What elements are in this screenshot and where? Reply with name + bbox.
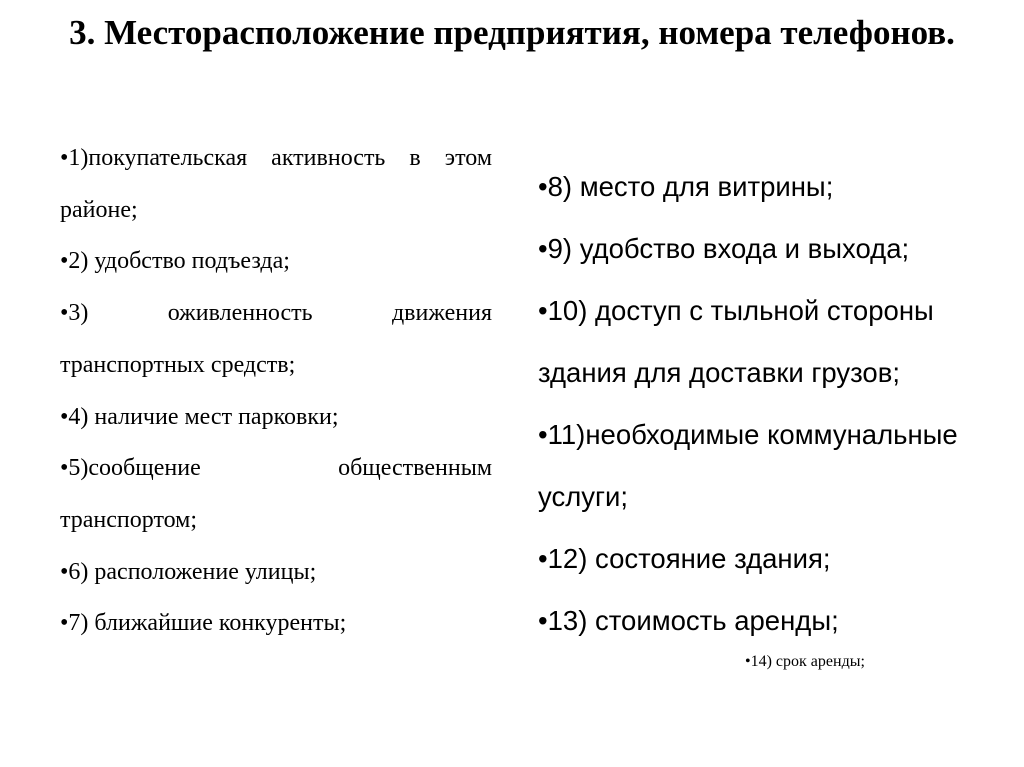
list-item: •5)сообщение общественным транспортом;: [60, 455, 492, 533]
list-item: •1)покупательская активность в этом районе;: [60, 145, 492, 223]
slide-title: 3. Месторасположение предприятия, номера телефонов.: [69, 13, 955, 52]
list-item: •7) ближайшие конкуренты;: [60, 610, 347, 637]
list-item: •8) место для витрины;: [538, 171, 834, 202]
list-item: •9) удобство входа и выхода;: [538, 233, 910, 264]
list-item: •12) состояние здания;: [538, 543, 831, 574]
footnote-item: •14) срок аренды;: [745, 653, 865, 670]
list-item: •11)необходимые коммунальные услуги;: [538, 419, 958, 512]
list-item: •10) доступ с тыльной стороны здания для доставки грузов;: [538, 295, 934, 388]
list-item: •3) оживленность движения транспортных средств;: [60, 300, 492, 378]
right-criteria-list: [538, 156, 1008, 652]
list-item: •13) стоимость аренды;: [538, 605, 839, 636]
left-criteria-list: [60, 133, 492, 650]
list-item: •2) удобство подъезда;: [60, 248, 290, 275]
list-item: •6) расположение улицы;: [60, 558, 317, 585]
list-item: •4) наличие мест парковки;: [60, 403, 339, 430]
